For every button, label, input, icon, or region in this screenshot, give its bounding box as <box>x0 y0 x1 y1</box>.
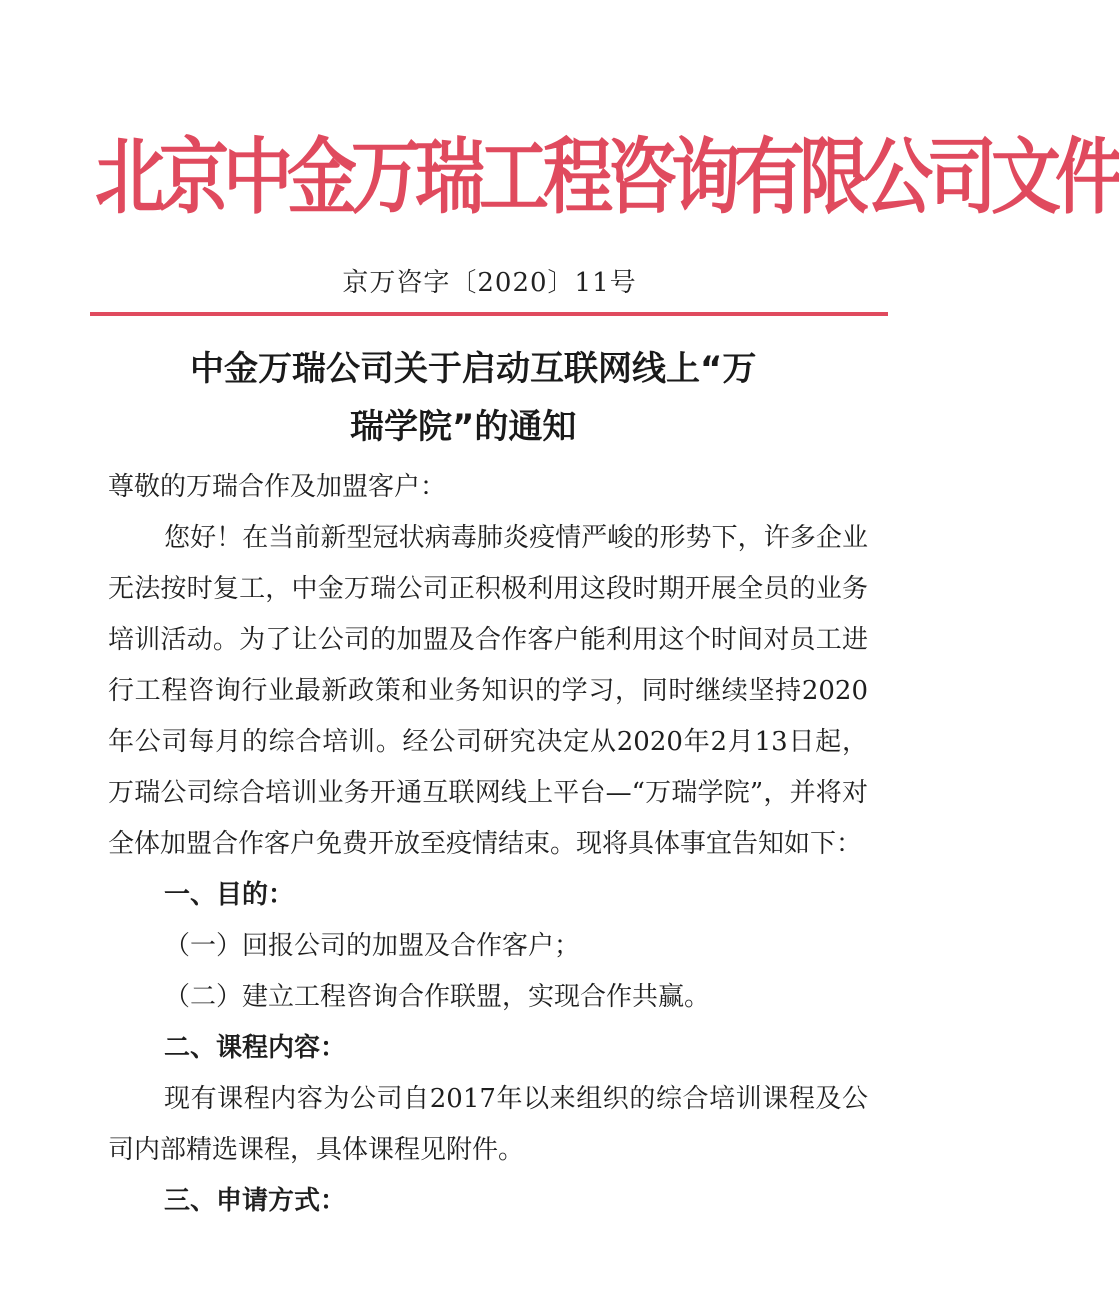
red-divider-line <box>90 312 888 316</box>
section-1-item-2: （二）建立工程咨询合作联盟，实现合作共赢。 <box>164 982 711 1012</box>
section-1-heading: 一、目的： <box>164 880 295 910</box>
notice-body <box>108 462 868 1227</box>
letterhead-title: 北京中金万瑞工程咨询有限公司文件 <box>95 128 1119 225</box>
salutation: 尊敬的万瑞合作及加盟客户： <box>108 472 447 502</box>
intro-paragraph: 您好！在当前新型冠状病毒肺炎疫情严峻的形势下，许多企业无法按时复工，中金万瑞公司正积极利用这段时期开展全员的业务培训活动。为了让公司的加盟及合作客户能利用这个时间对员工进行工程咨询行业最新政策和业务知识的学习，同时继续坚持2020年公司每月的综合培训。经公司研究决定从2020年2月13日起，万瑞公司综合培训业务开通互联网线上平台—“万瑞学院”，并将对全体加盟合作客户免费开放至疫情结束。现将具体事宜告知如下： <box>108 523 868 859</box>
notice-title <box>190 340 880 456</box>
document-number: 京万咨字〔2020〕11号 <box>342 268 637 298</box>
section-2-paragraph: 现有课程内容为公司自2017年以来组织的综合培训课程及公司内部精选课程，具体课程见附件。 <box>108 1084 868 1165</box>
notice-title-line-2: 瑞学院”的通知 <box>350 407 577 447</box>
section-1-item-1: （一）回报公司的加盟及合作客户； <box>164 931 581 961</box>
section-3-heading: 三、申请方式： <box>164 1186 347 1216</box>
notice-title-line-1: 中金万瑞公司关于启动互联网线上“万 <box>190 349 757 389</box>
section-2-heading: 二、课程内容： <box>164 1033 347 1063</box>
